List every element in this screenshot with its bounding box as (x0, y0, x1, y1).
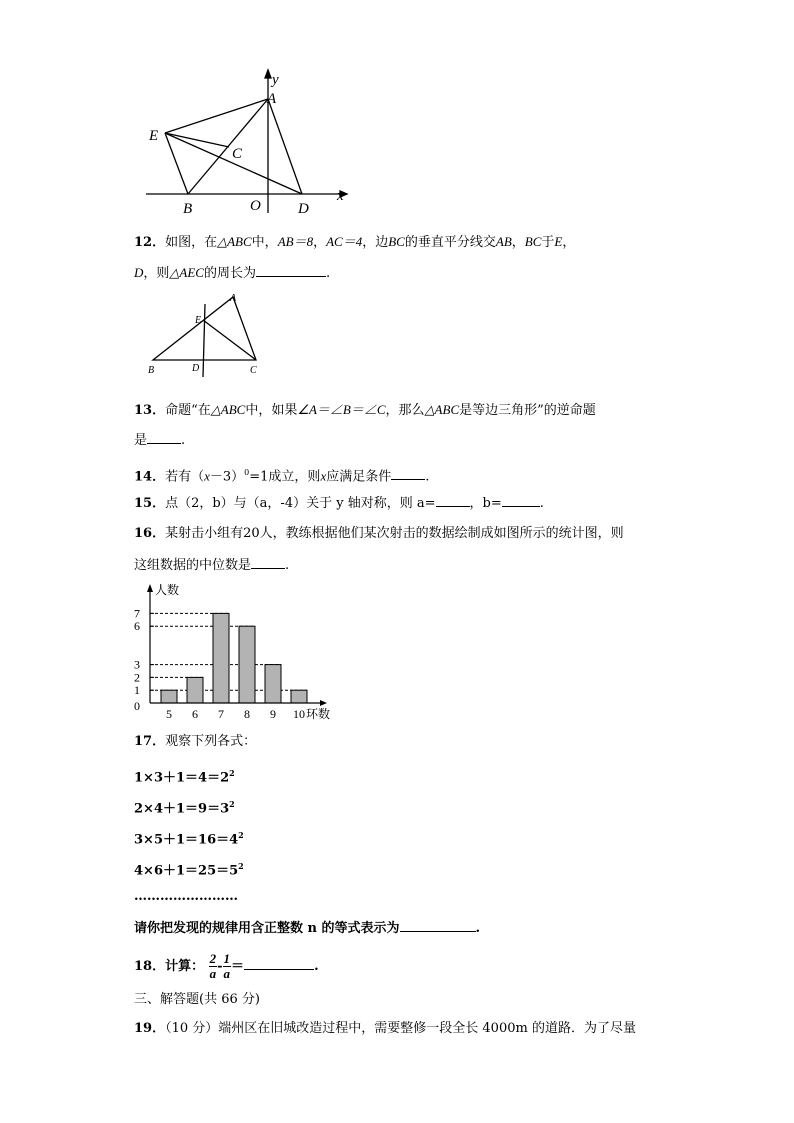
bar-6 (187, 677, 203, 703)
q16-line1: 16．某射击小组有20人，教练根据他们某次射击的数据绘制成如图所示的统计图，则 (134, 526, 624, 541)
answer-blank-a (436, 494, 470, 507)
q14-line: 14．若有$(x-3)^0=1$成立，则x应满足条件 . (134, 468, 430, 485)
label-C: C (232, 146, 243, 162)
section-heading: 三、解答题(共 66 分) (134, 992, 260, 1007)
x-tick-label-5: 5 (166, 707, 172, 721)
x-tick-label-7: 7 (218, 707, 224, 721)
bar-10 (291, 690, 307, 703)
x-tick-label-8: 8 (244, 707, 250, 721)
y-tick-label-1: 1 (134, 683, 140, 698)
y-tick-label-6: 6 (134, 619, 140, 634)
answer-blank (147, 431, 181, 444)
q12-label-A: A (230, 293, 237, 304)
q12-line1: 12．如图，在△ABC中，AB＝8，AC＝4，边BC的垂直平分线交AB，BC于E， (134, 234, 576, 250)
q13-line2: 是 . (134, 433, 186, 448)
x-axis-title: 环数 (306, 707, 331, 721)
answer-blank-b (502, 494, 540, 507)
y-tick-label-3: 3 (134, 657, 140, 672)
label-O: O (250, 198, 261, 214)
q17-eq-4: $4\times 6+1=25=5^2$ (134, 861, 244, 879)
q17-eq-2: $2\times 4+1=9=3^2$ (134, 799, 235, 817)
label-y: y (272, 72, 279, 88)
y-axis-title: 人数 (155, 583, 180, 597)
y-axis-arrow (147, 584, 153, 592)
bar-8 (239, 626, 255, 703)
q12-label-B: B (148, 365, 155, 376)
q17-eq-1: $1\times 3+1=4=2^2$ (134, 768, 235, 786)
label-A: A (267, 91, 277, 107)
y-tick-label-0: 0 (134, 699, 140, 713)
label-x: x (337, 188, 344, 204)
x-tick-label-10: 10 (293, 707, 305, 721)
x-tick-label-9: 9 (270, 707, 276, 721)
y-tick-label-2: 2 (134, 670, 140, 685)
figure-q12-triangle (145, 292, 275, 382)
label-D: D (298, 201, 309, 217)
y-tick-label-7: 7 (134, 606, 140, 621)
bar-9 (265, 665, 281, 703)
answer-blank (244, 957, 314, 970)
q18-line: 18．计算： $\frac{2}{a}$ - $\frac{1}{a}$ ＝ . (134, 951, 319, 981)
bar-7 (213, 613, 229, 703)
label-B: B (183, 201, 193, 217)
x-axis-arrow (320, 700, 327, 706)
x-tick-label-6: 6 (192, 707, 198, 721)
q12-label-E: E (195, 315, 202, 326)
q17-eq-3: $3\times 5+1=16=4^2$ (134, 830, 244, 848)
figure-coordinate-diagram (140, 68, 370, 218)
q12-line2: D，则△AEC的周长为 . (134, 265, 331, 281)
q13-line1: 13．命题“在△ABC中，如果∠A＝∠B＝∠C，那么△ABC是等边三角形”的逆命题 (134, 402, 596, 418)
answer-blank (251, 556, 285, 569)
fraction-2: $\frac{1}{a}$ (223, 951, 231, 981)
q12-label-C: C (250, 365, 257, 376)
fraction-1: $\frac{2}{a}$ (209, 951, 217, 981)
answer-blank (391, 467, 425, 480)
q15-line: 15．点（2，b）与（a，-4）关于 y 轴对称，则 a= ，b= . (134, 496, 544, 511)
q12-label-D: D (192, 363, 200, 374)
q17-title: 17．观察下列各式： (134, 734, 257, 749)
bar-5 (161, 690, 177, 703)
q16-line2: 这组数据的中位数是 . (134, 558, 290, 573)
label-E: E (149, 128, 159, 144)
answer-blank (400, 919, 476, 932)
bar-chart (130, 580, 340, 725)
q17-ask: 请你把发现的规律用含正整数 n 的等式表示为 . (134, 921, 481, 936)
q19-line: 19．（10 分）端州区在旧城改造过程中，需要整修一段全长 4000m 的道路．为了尽量 (134, 1021, 636, 1036)
q17-dots: …………………… (134, 889, 238, 904)
answer-blank (256, 264, 326, 277)
